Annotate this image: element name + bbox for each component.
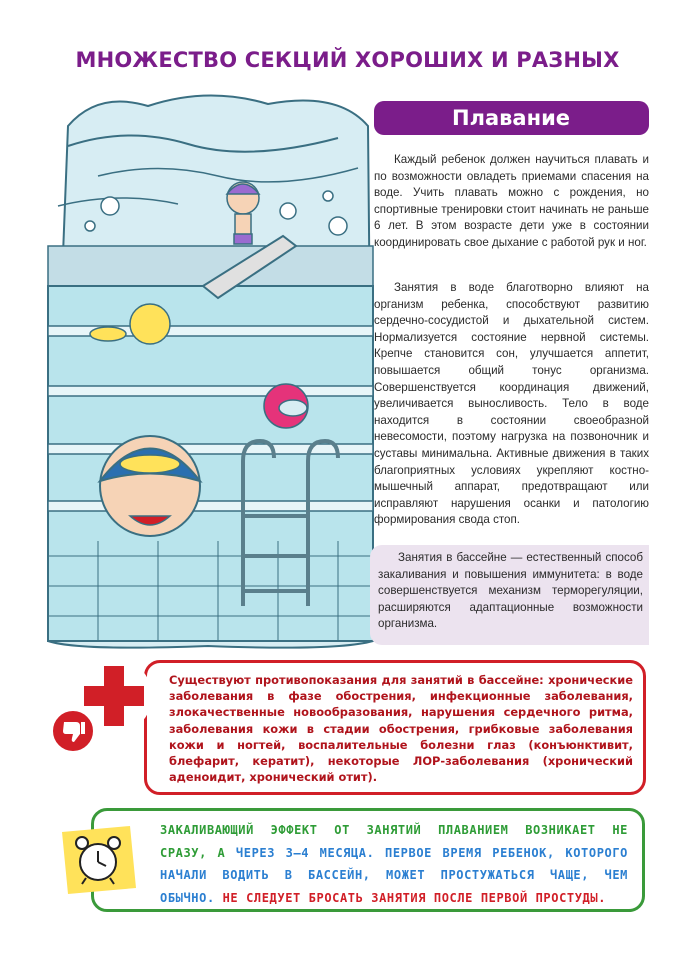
tip-text-highlight: ЧЕРЕЗ 3—4 МЕСЯЦА <box>235 845 367 860</box>
thumbs-down-icon <box>50 708 96 754</box>
tip-box <box>91 808 645 912</box>
paragraph-benefits: Занятия в воде благотворно влияют на организм ребенка, способствуют развитию сердечно-сосудистой и дыхательной систем. Нормализуется состояние нервной системы. Крепче становится сон, улучшается аппетит, повышается общий тонус организма. Совершенствуется координация движений, увеличивается выносливость. Тело в воде находится в состоянии своеобразной невесомости, поэтому нагрузка на позвоночник и суставы минимальна. Активные движения в таких благоприятных условиях укрепляют костно-мышечный аппарат, предотвращают или исправляют нарушения осанки и патологию формирования свода стоп. <box>374 281 649 527</box>
info-box-text: Занятия в бассейне — естественный способ закаливания и повышения иммунитета: в воде совершенствуется механизм терморегуляции, расширяются адаптационные возможности организма. <box>378 551 643 631</box>
tip-text-warning: НЕ СЛЕДУЕТ БРОСАТЬ ЗАНЯТИЯ ПОСЛЕ ПЕРВОЙ ПРОСТУДЫ. <box>222 890 607 905</box>
paragraph-intro: Каждый ребенок должен научиться плавать и по возможности овладеть приемами спасения на воде. Учить плавать можно с рождения, но спортивные тренировки стоит начинать не раньше 6 лет. В этом возрасте дети уже в состоянии координировать свое дыхание с работой рук и ног. <box>374 153 649 249</box>
section-title-swimming: Плавание <box>374 101 649 135</box>
tip-text-part3: . ПЕРВОЕ ВРЕМЯ РЕБЕНОК, КОТОРОГО НАЧАЛИ ВОДИТЬ В БАССЕЙН, МОЖЕТ ПРОСТУЖАТЬСЯ ЧАЩЕ, ЧЕМ ОБЫЧНО. <box>160 845 629 905</box>
alarm-clock-icon <box>58 826 140 896</box>
contraindications-text: Существуют противопоказания для занятий в бассейне: хронические заболевания в фазе обострения, инфекционные заболевания, злокачественные новообразования, нарушения сердечного ритма, заболевания кожи в стадии обострения, грибковые заболевания кожи и ногтей, воспалительные болезни глаз (конъюнктивит, блефарит, кератит), некоторые ЛОР-заболевания (хронический аденоидит, хронический отит). <box>169 673 633 785</box>
tip-text-part1: ЗАКАЛИВАЮЩИЙ ЭФФЕКТ ОТ ЗАНЯТИЙ ПЛАВАНИЕМ ВОЗНИКАЕТ НЕ СРАЗУ, А <box>160 823 628 860</box>
contraindications-box <box>144 660 646 795</box>
page-title: МНОЖЕСТВО СЕКЦИЙ ХОРОШИХ И РАЗНЫХ <box>75 48 620 72</box>
swimmers-illustration <box>38 86 383 651</box>
info-box-immunity <box>370 545 649 645</box>
